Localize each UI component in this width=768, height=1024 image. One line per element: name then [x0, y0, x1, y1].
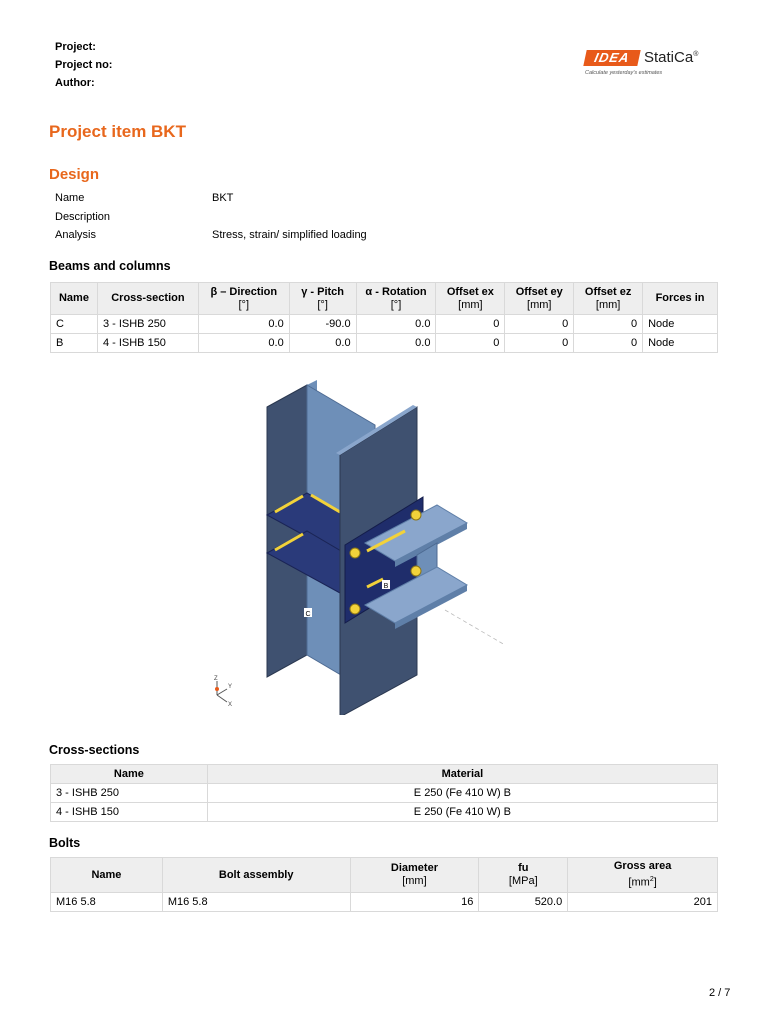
logo-box: IDEA	[583, 50, 640, 66]
axis-x-label: X	[228, 702, 233, 708]
cell-forces-in: Node	[643, 334, 718, 353]
col-header: β – Direction [°]	[198, 283, 289, 315]
cell-name: 4 - ISHB 150	[51, 803, 208, 822]
design-key: Analysis	[55, 229, 96, 241]
project-item-title: Project item BKT	[49, 122, 186, 141]
bolt	[411, 510, 421, 520]
design-heading: Design	[49, 166, 100, 183]
cell-cross-section: 4 - ISHB 150	[97, 334, 198, 353]
cell-diameter: 16	[350, 893, 479, 912]
table-row	[51, 315, 718, 334]
logo-tagline: Calculate yesterday's estimates	[585, 70, 663, 76]
bolts-table	[50, 857, 718, 912]
beams-heading: Beams and columns	[49, 259, 171, 273]
document-header	[55, 38, 112, 92]
cell-offset-ey: 0	[505, 334, 574, 353]
col-header: Offset ex [mm]	[436, 283, 505, 315]
design-value: BKT	[212, 192, 234, 204]
beams-table	[50, 282, 718, 353]
cell-material: E 250 (Fe 410 W) B	[207, 803, 717, 822]
cell-name: C	[51, 315, 98, 334]
cell-offset-ez: 0	[574, 334, 643, 353]
cell-offset-ey: 0	[505, 315, 574, 334]
col-header: Name	[51, 283, 98, 315]
col-header: γ - Pitch [°]	[289, 283, 356, 315]
col-header: Diameter [mm]	[350, 858, 479, 893]
axis-y-label: Y	[228, 684, 233, 690]
table-row	[51, 784, 718, 803]
cell-rotation: 0.0	[356, 334, 436, 353]
cell-direction: 0.0	[198, 315, 289, 334]
cross-sections-header-row	[51, 765, 718, 784]
table-row	[51, 334, 718, 353]
logo-word-text: StatiCa	[644, 49, 694, 66]
member-label-b: B	[383, 583, 389, 590]
cell-bolt-assembly: M16 5.8	[162, 893, 350, 912]
table-row	[51, 803, 718, 822]
beam-axis-line	[445, 610, 505, 645]
cell-rotation: 0.0	[356, 315, 436, 334]
col-header: fu [MPa]	[479, 858, 568, 893]
axis-origin-marker	[215, 687, 219, 691]
logo-registered-mark: ®	[693, 51, 699, 58]
col-header: Material	[207, 765, 717, 784]
col-header: Forces in	[643, 283, 718, 315]
cell-direction: 0.0	[198, 334, 289, 353]
cell-offset-ex: 0	[436, 315, 505, 334]
design-key: Name	[55, 192, 85, 204]
col-header: Name	[51, 858, 163, 893]
cell-offset-ez: 0	[574, 315, 643, 334]
cross-sections-heading: Cross-sections	[49, 743, 140, 757]
col-header: Offset ez [mm]	[574, 283, 643, 315]
bolt	[411, 566, 421, 576]
project-label: Project:	[55, 41, 96, 53]
project-no-label: Project no:	[55, 59, 113, 71]
cell-fu: 520.0	[479, 893, 568, 912]
cell-name: B	[51, 334, 98, 353]
bolt	[350, 548, 360, 558]
col-header: Name	[51, 765, 208, 784]
cell-cross-section: 3 - ISHB 250	[97, 315, 198, 334]
connection-3d-figure	[205, 355, 505, 715]
axis-z-label: Z	[214, 676, 218, 682]
member-label-c: C	[305, 611, 311, 618]
col-header: α - Rotation [°]	[356, 283, 436, 315]
cell-pitch: 0.0	[289, 334, 356, 353]
idea-statica-logo	[585, 50, 720, 80]
design-key: Description	[55, 210, 111, 223]
col-header: Bolt assembly	[162, 858, 350, 893]
cell-name: M16 5.8	[51, 893, 163, 912]
page-number: 2 / 7	[709, 987, 731, 999]
col-header: Gross area $[mm^2]$	[568, 858, 718, 893]
cell-forces-in: Node	[643, 315, 718, 334]
x-axis	[217, 695, 227, 702]
beams-header-row	[51, 283, 718, 315]
cell-material: E 250 (Fe 410 W) B	[207, 784, 717, 803]
cross-sections-table	[50, 764, 718, 822]
table-row	[51, 893, 718, 912]
bolt	[350, 604, 360, 614]
design-value: Stress, strain/ simplified loading	[212, 229, 367, 241]
cell-name: 3 - ISHB 250	[51, 784, 208, 803]
author-label: Author:	[55, 77, 95, 89]
col-header: Cross-section	[97, 283, 198, 315]
axis-triad	[214, 676, 232, 708]
logo-word	[644, 49, 698, 66]
cell-offset-ex: 0	[436, 334, 505, 353]
bolts-heading: Bolts	[49, 836, 81, 850]
cell-pitch: -90.0	[289, 315, 356, 334]
bolts-header-row	[51, 858, 718, 893]
cell-gross-area: 201	[568, 893, 718, 912]
col-header: Offset ey [mm]	[505, 283, 574, 315]
